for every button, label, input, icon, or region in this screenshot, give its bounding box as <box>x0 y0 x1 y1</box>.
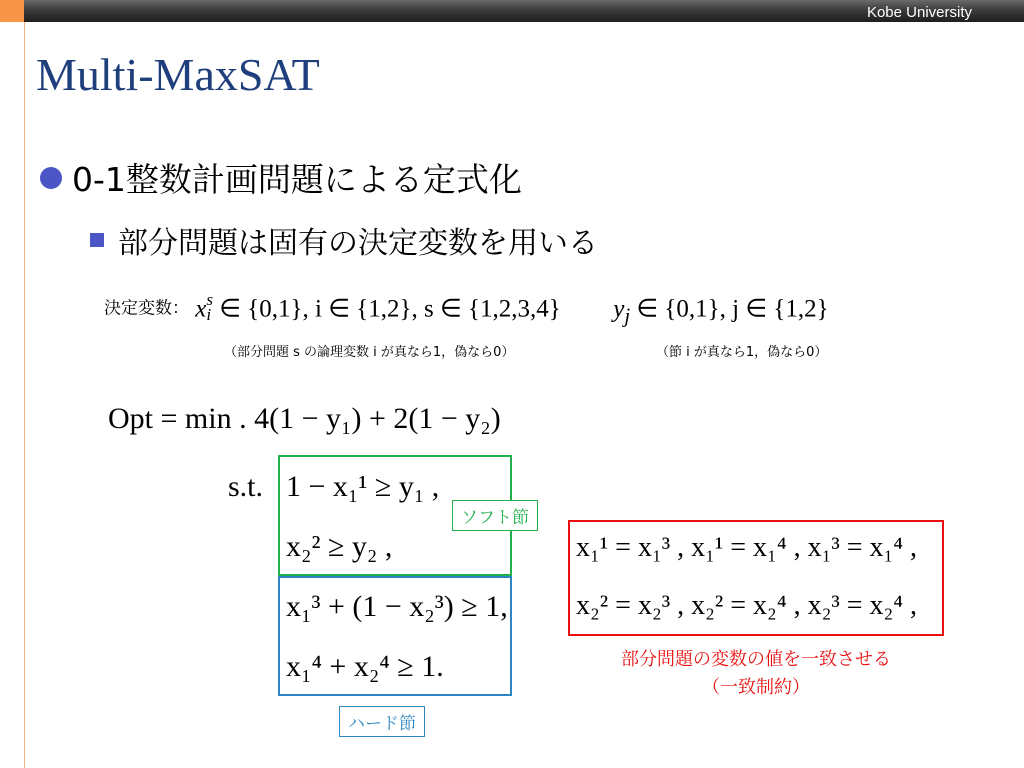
hard-clause-label: ハード節 <box>339 706 425 737</box>
y-domain: ∈ {0,1}, j ∈ {1,2} <box>636 295 829 323</box>
consistency-constraint-2: x₂² = x₂³ , x₂² = x₂⁴ , x₂³ = x₂⁴ , <box>576 590 918 621</box>
bullet-dot-icon <box>40 167 62 189</box>
hard-constraint-2: x₁⁴ + x₂⁴ ≥ 1. <box>286 650 444 683</box>
consistency-note-line1: 部分問題の変数の値を一致させる <box>621 649 891 670</box>
hard-constraint-1: x₁³ + (1 − x₂³) ≥ 1, <box>286 590 508 623</box>
consistency-note <box>568 646 944 702</box>
consistency-constraint-1: x₁¹ = x₁³ , x₁¹ = x₁⁴ , x₁³ = x₁⁴ , <box>576 532 918 563</box>
note-x: （部分問題 s の論理変数 i が真なら1，偽なら0） <box>224 345 515 360</box>
consistency-note-line2: （一致制約） <box>702 677 810 698</box>
bullet-level1 <box>40 154 522 201</box>
left-rule <box>24 22 25 768</box>
bullet-square-icon <box>90 233 104 247</box>
subject-to-label: s.t. <box>228 470 264 503</box>
bullet-level1-text: 0-1整数計画問題による定式化 <box>72 160 522 199</box>
variable-definition: 決定変数： x s i ∈ {0,1}, i ∈ {1,2}, s ∈ {1,2,3,4} $y_j$ ∈ {0,1}, j ∈ {1,2} <box>104 290 829 328</box>
organization-label: Kobe University <box>866 4 972 21</box>
soft-clause-label: ソフト節 <box>452 500 538 531</box>
slide-title: Multi-MaxSAT <box>36 49 320 100</box>
variable-colon: ： <box>172 298 189 319</box>
objective-function: Opt = min . 4(1 − y₁) + 2(1 − y₂) <box>108 402 501 435</box>
note-y: （節 i が真なら1，偽なら0） <box>656 345 828 360</box>
soft-constraint-2: x₂² ≥ y₂ , <box>286 530 393 563</box>
x-domain: ∈ {0,1}, i ∈ {1,2}, s ∈ {1,2,3,4} <box>219 295 561 323</box>
variable-label: 決定変数 <box>104 298 172 319</box>
soft-constraint-1: 1 − x₁¹ ≥ y₁ , <box>286 470 440 503</box>
bullet-level2 <box>90 218 598 262</box>
bullet-level2-text: 部分問題は固有の決定変数を用いる <box>118 226 598 261</box>
header-accent <box>0 0 24 22</box>
